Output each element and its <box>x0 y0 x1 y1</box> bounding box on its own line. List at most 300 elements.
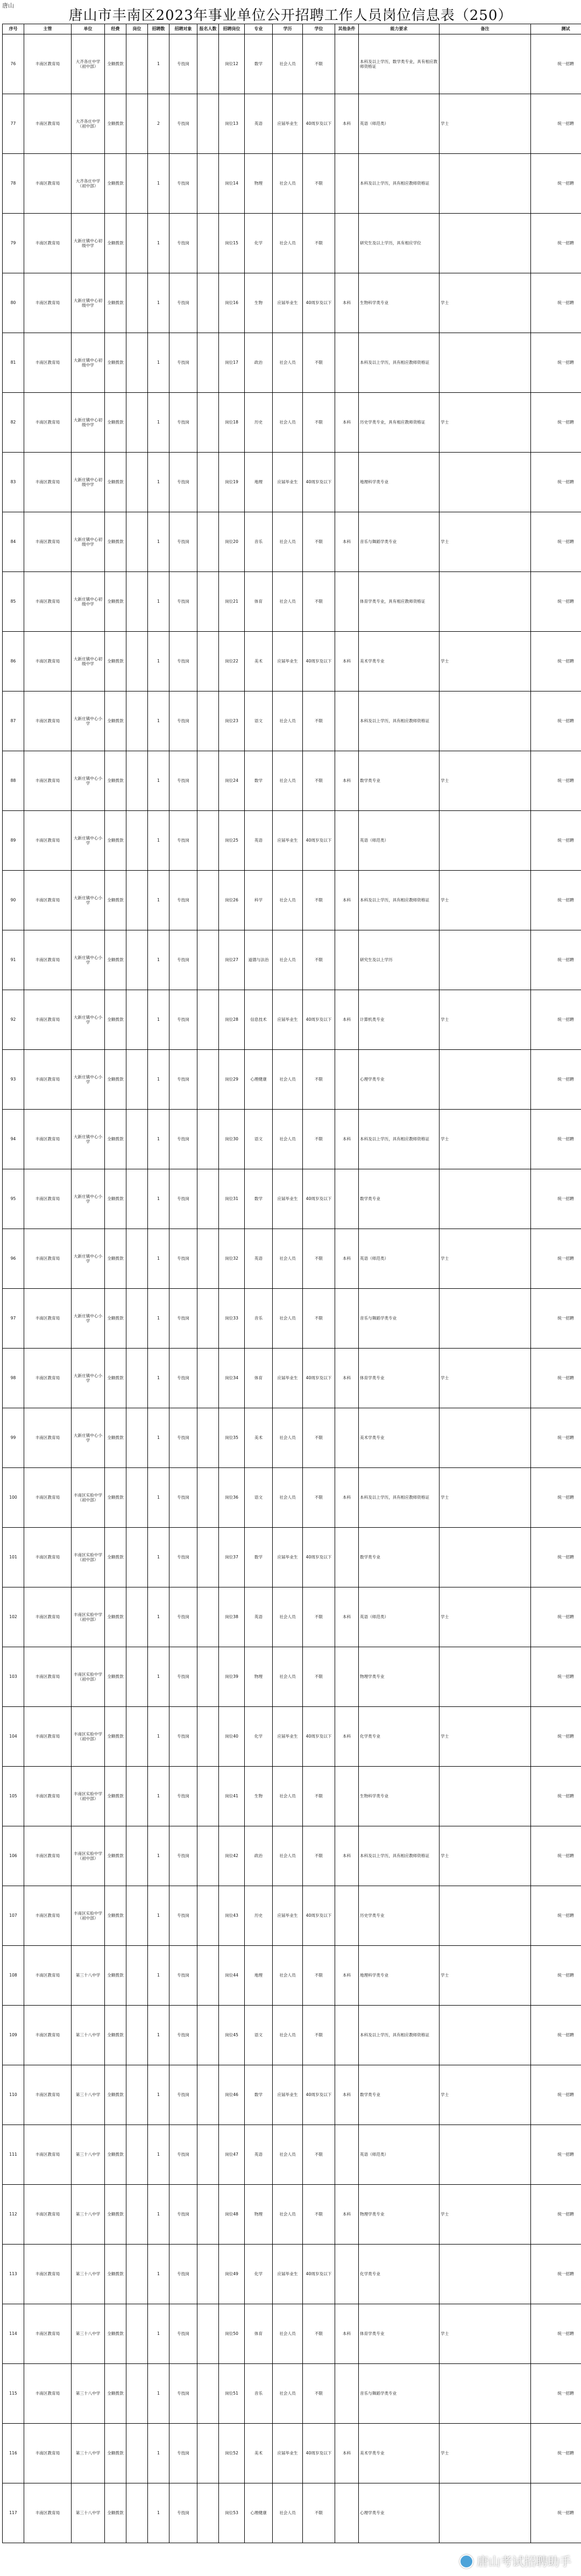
table-cell: 97 <box>3 1289 24 1349</box>
table-cell: 丰南区教育局 <box>24 1587 72 1647</box>
table-cell: 1 <box>148 1468 169 1528</box>
table-cell <box>335 1289 359 1349</box>
table-cell <box>126 930 148 990</box>
table-cell: 统一招聘 <box>531 273 581 333</box>
table-cell: 岗位51 <box>219 2364 245 2424</box>
table-row <box>3 1767 581 1826</box>
table-cell: 应届毕业生 <box>273 2245 303 2304</box>
table-cell: 社会人员 <box>273 1767 303 1826</box>
table-cell: 统一招聘 <box>531 1767 581 1826</box>
table-cell <box>126 2424 148 2483</box>
table-cell: 英语（师范类） <box>359 94 440 154</box>
table-cell: 岗位49 <box>219 2245 245 2304</box>
table-cell: 1 <box>148 1707 169 1767</box>
table-cell: 大新庄镇中心小学 <box>72 930 105 990</box>
table-row <box>3 1946 581 2006</box>
table-cell: 全额拨款 <box>105 1767 126 1826</box>
table-cell: 40周岁及以下 <box>303 1886 335 1946</box>
table-cell <box>126 453 148 512</box>
table-row <box>3 930 581 990</box>
table-cell: 1 <box>148 1587 169 1647</box>
table-cell <box>197 273 219 333</box>
table-cell: 1 <box>148 2483 169 2543</box>
table-cell: 84 <box>3 512 24 572</box>
table-cell: 社会人员 <box>273 1408 303 1468</box>
table-cell <box>197 2424 219 2483</box>
table-cell: 85 <box>3 572 24 632</box>
table-cell: 不限 <box>303 214 335 273</box>
table-row <box>3 2424 581 2483</box>
table-cell: 116 <box>3 2424 24 2483</box>
table-cell: 大新庄镇中心小学 <box>72 1169 105 1229</box>
table-cell: 应届毕业生 <box>273 1169 303 1229</box>
table-cell: 本科及以上学历，具有相应教师资格证 <box>359 691 440 751</box>
table-cell: 统一招聘 <box>531 930 581 990</box>
table-cell: 第三十八中学 <box>72 2304 105 2364</box>
table-cell: 生物 <box>245 273 273 333</box>
table-cell: 社会人员 <box>273 1229 303 1289</box>
table-cell: 大新庄镇中心初级中学 <box>72 214 105 273</box>
table-cell: 岗位27 <box>219 930 245 990</box>
table-cell: 音乐 <box>245 512 273 572</box>
table-cell: 全额拨款 <box>105 1408 126 1468</box>
table-cell: 应届毕业生 <box>273 811 303 871</box>
table-cell: 数学 <box>245 2065 273 2125</box>
table-cell <box>126 1886 148 1946</box>
table-cell <box>335 1169 359 1229</box>
table-cell: 心理健康 <box>245 1050 273 1110</box>
table-cell: 专技岗 <box>169 1946 197 2006</box>
table-cell: 统一招聘 <box>531 1468 581 1528</box>
table-cell: 丰南区教育局 <box>24 2245 72 2304</box>
table-cell: 本科及以上学历，具有相应教师资格证 <box>359 333 440 393</box>
table-row <box>3 1050 581 1110</box>
table-cell: 岗位18 <box>219 393 245 453</box>
table-cell <box>197 2006 219 2065</box>
table-cell: 专技岗 <box>169 572 197 632</box>
table-cell: 本科及以上学历，具有相应教师资格证 <box>359 2006 440 2065</box>
table-cell <box>126 1349 148 1408</box>
table-cell: 专技岗 <box>169 512 197 572</box>
table-cell: 社会人员 <box>273 1050 303 1110</box>
table-cell: 音乐 <box>245 2364 273 2424</box>
table-cell <box>440 2125 531 2185</box>
table-cell: 丰南区教育局 <box>24 1767 72 1826</box>
table-cell <box>440 811 531 871</box>
table-cell <box>197 2245 219 2304</box>
table-cell: 专技岗 <box>169 1647 197 1707</box>
table-cell: 学士 <box>440 1946 531 2006</box>
table-cell: 丰南区教育局 <box>24 2304 72 2364</box>
table-cell <box>440 2483 531 2543</box>
table-cell: 丰南区教育局 <box>24 34 72 94</box>
table-cell <box>197 1528 219 1587</box>
table-cell: 社会人员 <box>273 1826 303 1886</box>
table-cell: 全额拨款 <box>105 751 126 811</box>
table-cell: 物理学类专业 <box>359 1647 440 1707</box>
table-cell: 本科 <box>335 1946 359 2006</box>
table-cell: 不限 <box>303 2483 335 2543</box>
table-cell: 本科 <box>335 2304 359 2364</box>
table-cell: 统一招聘 <box>531 2483 581 2543</box>
table-cell: 不限 <box>303 1946 335 2006</box>
table-cell: 岗位53 <box>219 2483 245 2543</box>
table-cell <box>335 1050 359 1110</box>
table-cell: 114 <box>3 2304 24 2364</box>
table-cell: 岗位14 <box>219 154 245 214</box>
table-cell <box>197 990 219 1050</box>
table-cell: 丰南区实验中学（初中部） <box>72 1647 105 1707</box>
table-cell: 丰南区教育局 <box>24 990 72 1050</box>
table-cell: 学士 <box>440 1349 531 1408</box>
table-cell: 应届毕业生 <box>273 273 303 333</box>
table-cell: 化学类专业 <box>359 2245 440 2304</box>
table-cell: 岗位47 <box>219 2125 245 2185</box>
table-cell: 岗位34 <box>219 1349 245 1408</box>
table-cell: 全额拨款 <box>105 1110 126 1169</box>
table-row <box>3 94 581 154</box>
table-cell: 学士 <box>440 512 531 572</box>
table-cell: 专技岗 <box>169 2065 197 2125</box>
table-cell: 不限 <box>303 1289 335 1349</box>
table-cell: 体育学类专业 <box>359 1349 440 1408</box>
table-row <box>3 2245 581 2304</box>
watermark-text: 唐山考试招聘助手 <box>476 2556 571 2569</box>
table-cell: 大新庄镇中心初级中学 <box>72 273 105 333</box>
table-cell <box>335 2125 359 2185</box>
table-cell: 大新庄镇中心初级中学 <box>72 632 105 691</box>
table-cell: 物理 <box>245 2185 273 2245</box>
table-cell <box>197 1468 219 1528</box>
table-cell: 岗位44 <box>219 1946 245 2006</box>
table-cell <box>335 333 359 393</box>
table-cell <box>197 1110 219 1169</box>
table-cell: 全额拨款 <box>105 1528 126 1587</box>
table-cell <box>440 2006 531 2065</box>
table-cell: 大新庄镇中心初级中学 <box>72 333 105 393</box>
table-cell: 应届毕业生 <box>273 1707 303 1767</box>
table-cell: 专技岗 <box>169 94 197 154</box>
table-cell: 专技岗 <box>169 2125 197 2185</box>
header-cell: 其他条件 <box>335 24 359 34</box>
table-cell: 不限 <box>303 2125 335 2185</box>
table-row <box>3 1110 581 1169</box>
table-cell: 103 <box>3 1647 24 1707</box>
table-cell <box>197 572 219 632</box>
table-cell <box>197 512 219 572</box>
table-cell: 应届毕业生 <box>273 632 303 691</box>
watermark <box>459 2553 571 2570</box>
table-cell: 本科 <box>335 632 359 691</box>
table-cell <box>126 1587 148 1647</box>
table-cell: 数学 <box>245 1528 273 1587</box>
table-cell: 全额拨款 <box>105 453 126 512</box>
table-cell: 丰南区教育局 <box>24 2006 72 2065</box>
table-cell <box>126 2245 148 2304</box>
table-cell: 专技岗 <box>169 1349 197 1408</box>
table-cell: 心理学类专业 <box>359 2483 440 2543</box>
table-cell: 学士 <box>440 2304 531 2364</box>
table-cell: 专技岗 <box>169 273 197 333</box>
table-cell: 应届毕业生 <box>273 990 303 1050</box>
table-cell <box>197 1408 219 1468</box>
table-cell: 40周岁及以下 <box>303 811 335 871</box>
table-cell <box>335 2006 359 2065</box>
table-cell: 岗位40 <box>219 1707 245 1767</box>
table-cell: 数学 <box>245 751 273 811</box>
table-row <box>3 2065 581 2125</box>
table-cell: 1 <box>148 1289 169 1349</box>
table-cell <box>197 453 219 512</box>
table-cell <box>335 453 359 512</box>
table-cell <box>197 393 219 453</box>
table-cell: 岗位26 <box>219 871 245 930</box>
table-cell: 本科 <box>335 1110 359 1169</box>
table-cell: 丰南区教育局 <box>24 1408 72 1468</box>
table-cell: 专技岗 <box>169 1169 197 1229</box>
table-cell: 生物 <box>245 1767 273 1826</box>
table-cell <box>126 273 148 333</box>
table-cell: 丰南区实验中学（初中部） <box>72 1468 105 1528</box>
table-cell: 1 <box>148 2304 169 2364</box>
table-cell: 全额拨款 <box>105 1349 126 1408</box>
table-cell: 1 <box>148 453 169 512</box>
table-cell: 93 <box>3 1050 24 1110</box>
table-cell: 岗位30 <box>219 1110 245 1169</box>
table-cell <box>197 2483 219 2543</box>
table-cell: 丰南区教育局 <box>24 453 72 512</box>
table-cell: 丰南区教育局 <box>24 2424 72 2483</box>
table-cell: 丰南区教育局 <box>24 94 72 154</box>
table-cell: 历史学类专业 <box>359 1886 440 1946</box>
table-cell: 专技岗 <box>169 2304 197 2364</box>
table-cell: 专技岗 <box>169 1468 197 1528</box>
table-cell: 不限 <box>303 572 335 632</box>
table-cell: 全额拨款 <box>105 811 126 871</box>
table-cell <box>197 1289 219 1349</box>
table-cell <box>126 94 148 154</box>
table-row <box>3 2483 581 2543</box>
table-cell: 统一招聘 <box>531 1408 581 1468</box>
table-cell: 40周岁及以下 <box>303 1707 335 1767</box>
table-cell <box>126 34 148 94</box>
table-cell: 全额拨款 <box>105 34 126 94</box>
table-cell: 学士 <box>440 393 531 453</box>
table-cell: 1 <box>148 1050 169 1110</box>
table-cell: 学士 <box>440 990 531 1050</box>
table-row <box>3 2364 581 2424</box>
table-cell: 1 <box>148 871 169 930</box>
table-cell: 统一招聘 <box>531 990 581 1050</box>
table-cell: 岗位16 <box>219 273 245 333</box>
table-cell: 体育学类专业 <box>359 2304 440 2364</box>
table-cell: 本科 <box>335 393 359 453</box>
table-cell: 丰南区教育局 <box>24 691 72 751</box>
table-cell: 社会人员 <box>273 1110 303 1169</box>
table-cell: 81 <box>3 333 24 393</box>
table-cell: 专技岗 <box>169 1886 197 1946</box>
table-cell <box>440 1289 531 1349</box>
table-cell: 不限 <box>303 2304 335 2364</box>
table-cell: 岗位37 <box>219 1528 245 1587</box>
table-row <box>3 333 581 393</box>
table-cell <box>126 811 148 871</box>
table-cell: 岗位46 <box>219 2065 245 2125</box>
header-cell: 单位 <box>72 24 105 34</box>
table-cell: 1 <box>148 572 169 632</box>
table-cell: 大齐各庄中学（初中部） <box>72 94 105 154</box>
table-cell: 76 <box>3 34 24 94</box>
table-cell: 1 <box>148 273 169 333</box>
table-cell: 化学 <box>245 1707 273 1767</box>
table-cell: 学士 <box>440 871 531 930</box>
table-cell: 大新庄镇中心初级中学 <box>72 512 105 572</box>
table-cell <box>197 1826 219 1886</box>
table-cell <box>335 930 359 990</box>
table-cell <box>126 572 148 632</box>
table-cell: 语文 <box>245 1110 273 1169</box>
table-cell: 岗位42 <box>219 1826 245 1886</box>
table-cell: 丰南区教育局 <box>24 2483 72 2543</box>
table-cell: 本科 <box>335 2185 359 2245</box>
table-cell: 1 <box>148 811 169 871</box>
table-cell: 不限 <box>303 154 335 214</box>
table-cell: 1 <box>148 1647 169 1707</box>
table-cell: 学士 <box>440 273 531 333</box>
table-cell: 本科 <box>335 2424 359 2483</box>
table-cell: 数学类专业 <box>359 2065 440 2125</box>
table-cell: 本科及以上学历，具有相应教师资格证 <box>359 871 440 930</box>
table-cell: 1 <box>148 1767 169 1826</box>
table-cell <box>126 1707 148 1767</box>
table-cell: 专技岗 <box>169 2364 197 2424</box>
table-cell: 全额拨款 <box>105 990 126 1050</box>
table-cell: 1 <box>148 512 169 572</box>
table-cell: 全额拨款 <box>105 1468 126 1528</box>
table-cell: 丰南区教育局 <box>24 393 72 453</box>
table-cell <box>126 2006 148 2065</box>
table-cell: 应届毕业生 <box>273 1528 303 1587</box>
table-cell: 大新庄镇中心初级中学 <box>72 572 105 632</box>
table-cell: 化学类专业 <box>359 1707 440 1767</box>
table-cell <box>126 871 148 930</box>
table-cell: 数学类专业 <box>359 751 440 811</box>
table-body <box>3 34 581 2543</box>
table-cell: 不限 <box>303 1826 335 1886</box>
table-row <box>3 2125 581 2185</box>
table-cell: 岗位43 <box>219 1886 245 1946</box>
table-cell: 专技岗 <box>169 2245 197 2304</box>
table-cell: 岗位52 <box>219 2424 245 2483</box>
table-cell: 信息技术 <box>245 990 273 1050</box>
table-cell: 社会人员 <box>273 1468 303 1528</box>
table-cell: 语文 <box>245 691 273 751</box>
table-row <box>3 1528 581 1587</box>
table-cell: 统一招聘 <box>531 1707 581 1767</box>
table-cell: 统一招聘 <box>531 2364 581 2424</box>
table-cell: 1 <box>148 214 169 273</box>
header-cell: 能力要求 <box>359 24 440 34</box>
table-row <box>3 871 581 930</box>
table-row <box>3 572 581 632</box>
table-cell: 音乐 <box>245 1289 273 1349</box>
table-cell: 历史学类专业，具有相应教师资格证 <box>359 393 440 453</box>
table-row <box>3 512 581 572</box>
table-cell: 113 <box>3 2245 24 2304</box>
table-cell: 统一招聘 <box>531 572 581 632</box>
table-cell: 78 <box>3 154 24 214</box>
table-cell: 1 <box>148 632 169 691</box>
table-cell: 社会人员 <box>273 512 303 572</box>
table-cell: 地理科学类专业 <box>359 453 440 512</box>
table-cell: 不限 <box>303 1050 335 1110</box>
table-cell <box>440 1767 531 1826</box>
table-header-row <box>3 24 581 34</box>
table-cell <box>440 1169 531 1229</box>
table-cell <box>335 1886 359 1946</box>
table-cell: 95 <box>3 1169 24 1229</box>
table-cell: 英语（师范类） <box>359 811 440 871</box>
table-cell: 大新庄镇中心小学 <box>72 1229 105 1289</box>
table-cell: 丰南区教育局 <box>24 572 72 632</box>
table-cell: 统一招聘 <box>531 2065 581 2125</box>
table-cell: 不限 <box>303 1647 335 1707</box>
table-cell: 全额拨款 <box>105 1647 126 1707</box>
table-cell: 社会人员 <box>273 333 303 393</box>
table-cell: 不限 <box>303 2006 335 2065</box>
table-cell: 全额拨款 <box>105 273 126 333</box>
table-cell: 117 <box>3 2483 24 2543</box>
assistant-logo-icon <box>459 2554 473 2568</box>
table-cell: 本科 <box>335 1826 359 1886</box>
table-cell: 科学 <box>245 871 273 930</box>
table-cell: 专技岗 <box>169 1826 197 1886</box>
table-cell <box>126 751 148 811</box>
table-cell: 94 <box>3 1110 24 1169</box>
table-cell: 统一招聘 <box>531 1946 581 2006</box>
table-cell: 丰南区教育局 <box>24 1110 72 1169</box>
table-cell: 丰南区教育局 <box>24 1349 72 1408</box>
table-cell: 丰南区教育局 <box>24 1050 72 1110</box>
table-row <box>3 811 581 871</box>
table-cell: 学士 <box>440 1229 531 1289</box>
table-cell: 数学类专业 <box>359 1169 440 1229</box>
table-cell <box>440 2245 531 2304</box>
table-cell: 专技岗 <box>169 930 197 990</box>
table-cell: 80 <box>3 273 24 333</box>
table-cell: 统一招聘 <box>531 1886 581 1946</box>
table-cell: 本科 <box>335 990 359 1050</box>
table-cell <box>126 2185 148 2245</box>
table-cell: 90 <box>3 871 24 930</box>
table-cell: 本科 <box>335 273 359 333</box>
table-cell: 40周岁及以下 <box>303 1349 335 1408</box>
table-cell <box>197 871 219 930</box>
table-cell: 岗位20 <box>219 512 245 572</box>
table-cell: 107 <box>3 1886 24 1946</box>
table-cell: 全额拨款 <box>105 1050 126 1110</box>
table-cell: 专技岗 <box>169 1408 197 1468</box>
table-cell: 全额拨款 <box>105 1169 126 1229</box>
table-cell <box>197 1050 219 1110</box>
table-cell: 丰南区实验中学（初中部） <box>72 1587 105 1647</box>
table-cell: 岗位38 <box>219 1587 245 1647</box>
table-cell: 社会人员 <box>273 2185 303 2245</box>
table-cell: 丰南区教育局 <box>24 1528 72 1587</box>
table-cell: 统一招聘 <box>531 1229 581 1289</box>
table-cell: 专技岗 <box>169 154 197 214</box>
table-cell: 本科 <box>335 2065 359 2125</box>
